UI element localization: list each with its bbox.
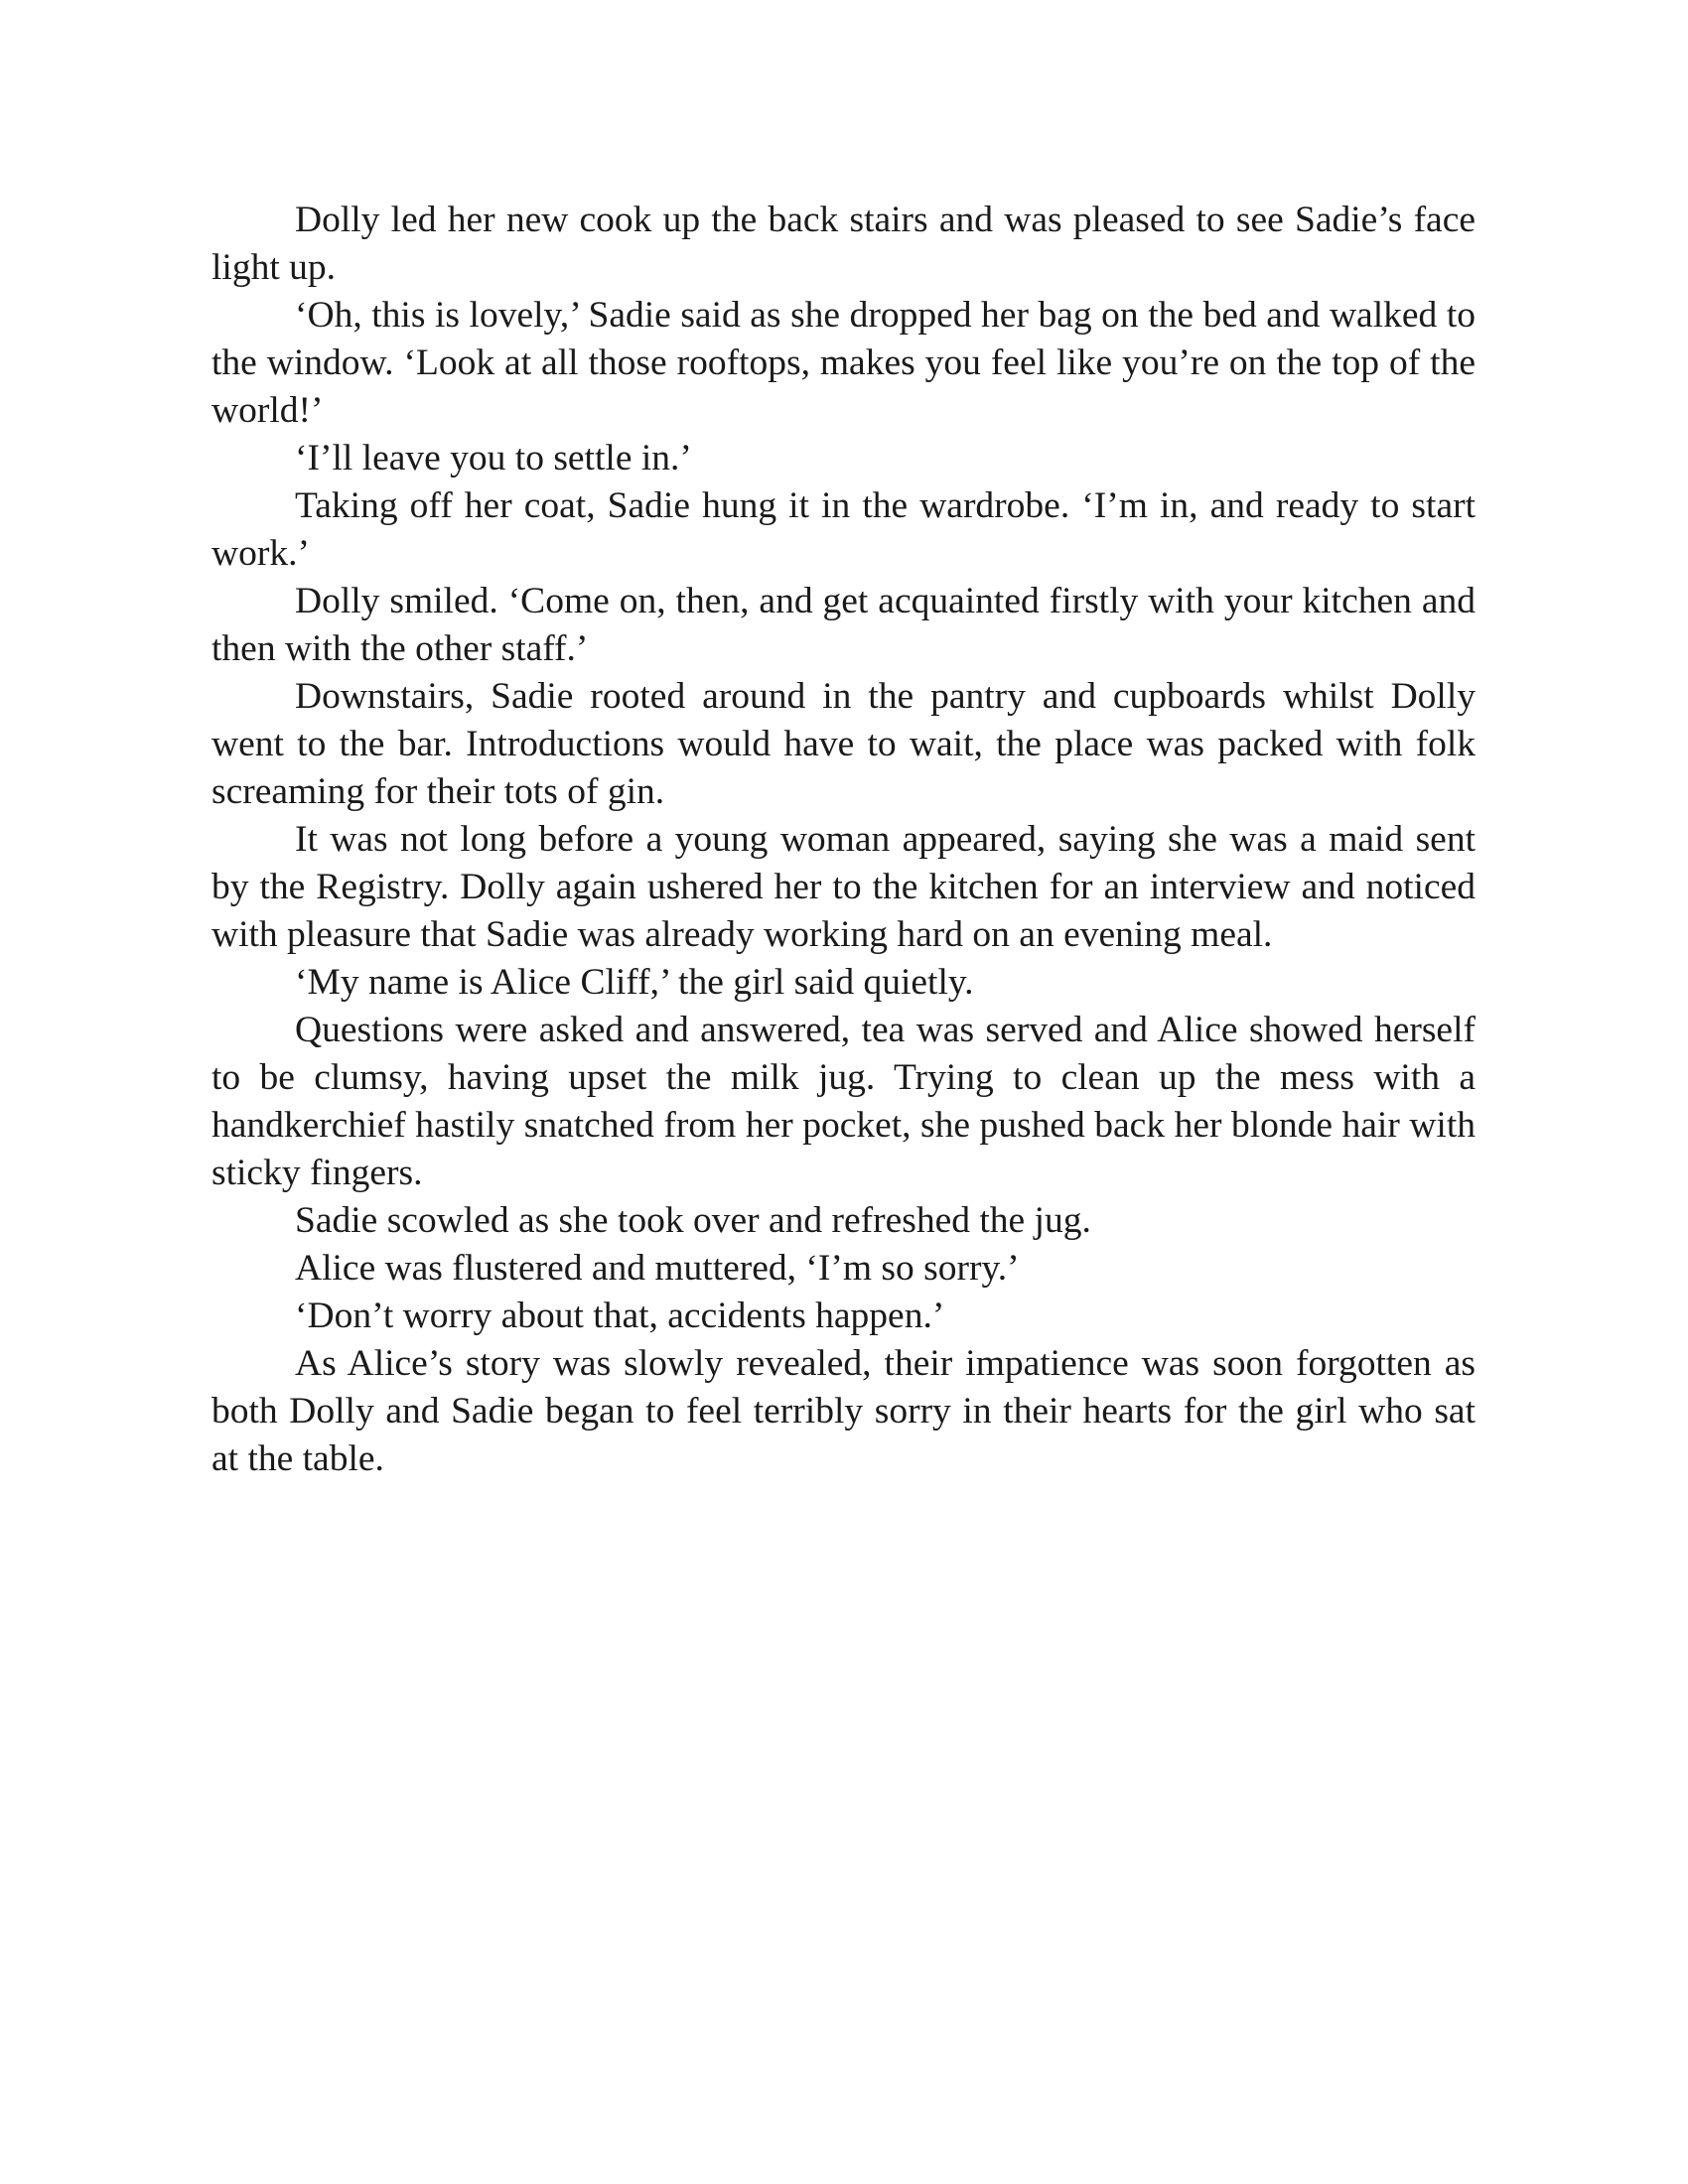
paragraph: Alice was flustered and muttered, ‘I’m so sorry.’: [295, 1248, 1020, 1289]
paragraph: Dolly led her new cook up the back stairs and was pleased to see Sadie’s face light up.: [211, 200, 1476, 288]
paragraph: Taking off her coat, Sadie hung it in the wardrobe. ‘I’m in, and ready to start work.’: [211, 485, 1476, 574]
paragraph: Sadie scowled as she took over and refreshed the jug.: [295, 1200, 1091, 1241]
paragraph: Dolly smiled. ‘Come on, then, and get acquainted firstly with your kitchen and then with the other staff.’: [211, 581, 1476, 669]
paragraph: ‘My name is Alice Cliff,’ the girl said quietly.: [295, 962, 974, 1003]
paragraph: ‘I’ll leave you to settle in.’: [295, 438, 692, 478]
paragraph: As Alice’s story was slowly revealed, their impatience was soon forgotten as both Dolly and Sadie began to feel terribly sorry in their hearts for the girl who sat at the table.: [211, 1343, 1476, 1479]
paragraph: Questions were asked and answered, tea was served and Alice showed herself to be clumsy, having upset the milk jug. Trying to clean up the mess with a handkerchief hastily snatched from her pocket, she pushed back her blonde hair with sticky fingers.: [211, 1010, 1476, 1193]
paragraph: Downstairs, Sadie rooted around in the pantry and cupboards whilst Dolly went to the bar. Introductions would have to wait, the place was packed with folk screaming for their tots of gin.: [211, 676, 1476, 812]
body-text: [211, 197, 1476, 1483]
paragraph: ‘Oh, this is lovely,’ Sadie said as she dropped her bag on the bed and walked to the window. ‘Look at all those rooftops, makes you feel like you’re on the top of the world!’: [211, 295, 1476, 431]
paragraph: It was not long before a young woman appeared, saying she was a maid sent by the Registry. Dolly again ushered her to the kitchen for an interview and noticed with pleasure that Sadie was already working hard on an evening meal.: [211, 819, 1476, 955]
paragraph: ‘Don’t worry about that, accidents happen.’: [295, 1296, 945, 1336]
